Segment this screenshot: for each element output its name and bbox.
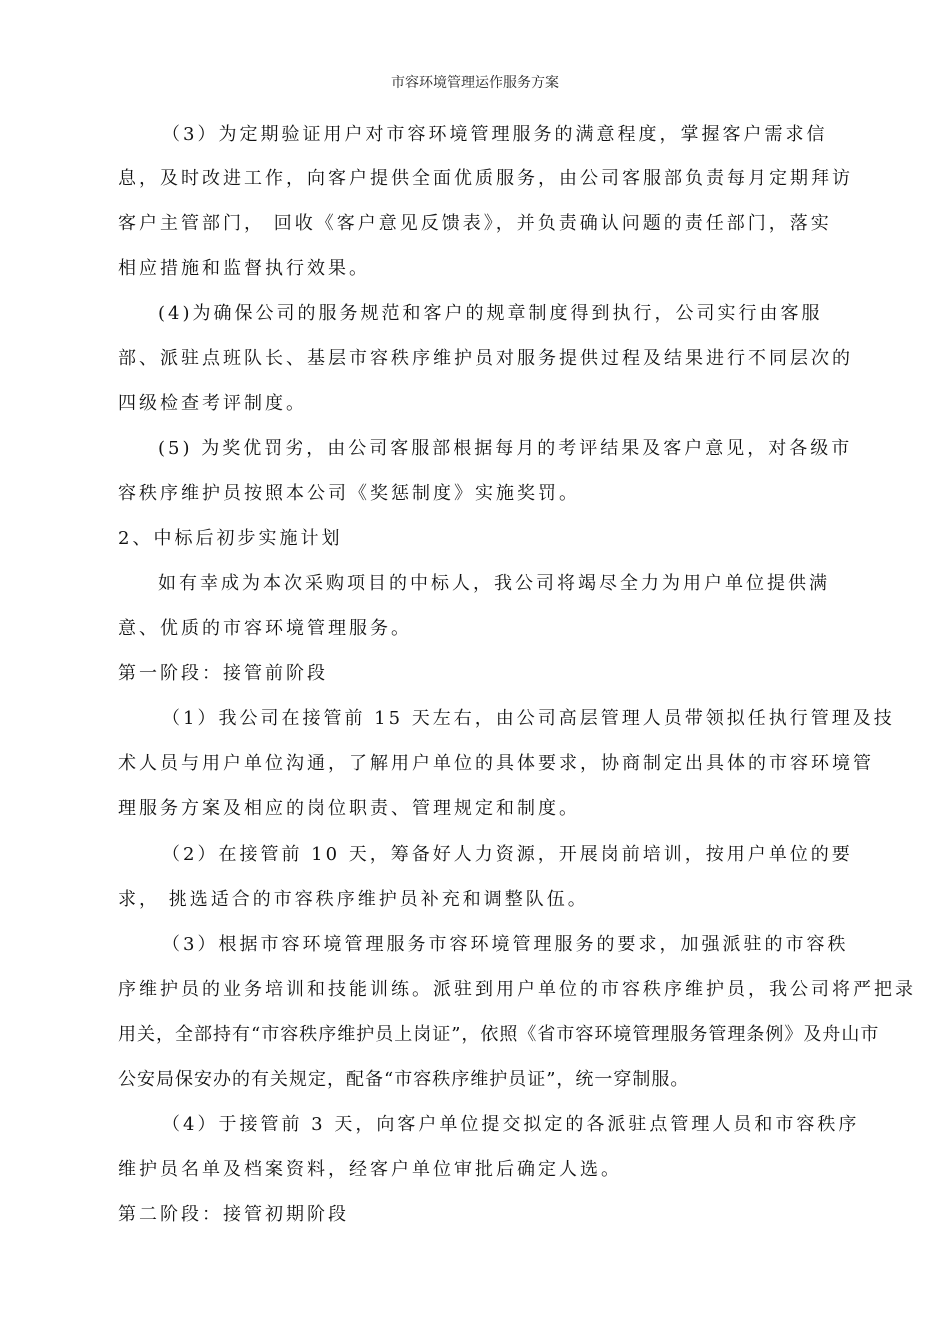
paragraph-line: 公安局保安办的有关规定，配备“市容秩序维护员证”，统一穿制服。 [118,1069,690,1090]
paragraph-line: (5) 为奖优罚劣，由公司客服部根据每月的考评结果及客户意见，对各级市 [158,438,853,459]
section-heading: 2、中标后初步实施计划 [118,528,343,549]
paragraph-line: （1）我公司在接管前 15 天左右，由公司高层管理人员带领拟任执行管理及技 [162,708,895,729]
paragraph-line: 理服务方案及相应的岗位职责、管理规定和制度。 [118,798,580,819]
paragraph-line: （3）根据市容环境管理服务市容环境管理服务的要求，加强派驻的市容秩 [162,934,849,955]
paragraph-line: 容秩序维护员按照本公司《奖惩制度》实施奖罚。 [118,483,580,504]
paragraph-line: （4）于接管前 3 天，向客户单位提交拟定的各派驻点管理人员和市容秩序 [162,1114,860,1135]
paragraph-line: (4)为确保公司的服务规范和客户的规章制度得到执行，公司实行由客服 [158,303,823,324]
paragraph-line: 维护员名单及档案资料，经客户单位审批后确定人选。 [118,1159,622,1180]
paragraph-line: 序维护员的业务培训和技能训练。派驻到用户单位的市容秩序维护员，我公司将严把录 [118,979,916,1000]
paragraph-line: 客户主管部门， 回收《客户意见反馈表》，并负责确认问题的责任部门，落实 [118,213,832,234]
paragraph-line: 用关，全部持有“市容秩序维护员上岗证”，依照《省市容环境管理服务管理条例》及舟山市 [118,1024,880,1045]
paragraph-line: 意、优质的市容环境管理服务。 [118,618,412,639]
page-header: 市容环境管理运作服务方案 [391,75,559,91]
paragraph-line: （3）为定期验证用户对市容环境管理服务的满意程度，掌握客户需求信 [162,124,828,145]
paragraph-line: 相应措施和监督执行效果。 [118,258,370,279]
paragraph-line: （2）在接管前 10 天，筹备好人力资源，开展岗前培训，按用户单位的要 [162,844,853,865]
paragraph-line: 部、派驻点班队长、基层市容秩序维护员对服务提供过程及结果进行不同层次的 [118,348,853,369]
paragraph-line: 四级检查考评制度。 [118,393,307,414]
paragraph-line: 如有幸成为本次采购项目的中标人，我公司将竭尽全力为用户单位提供满 [158,573,830,594]
paragraph-line: 求， 挑选适合的市容秩序维护员补充和调整队伍。 [118,889,589,910]
paragraph-line: 息，及时改进工作，向客户提供全面优质服务，由公司客服部负责每月定期拜访 [118,168,853,189]
stage-heading: 第二阶段：接管初期阶段 [118,1204,349,1225]
stage-heading: 第一阶段：接管前阶段 [118,663,328,684]
paragraph-line: 术人员与用户单位沟通，了解用户单位的具体要求，协商制定出具体的市容环境管 [118,753,874,774]
